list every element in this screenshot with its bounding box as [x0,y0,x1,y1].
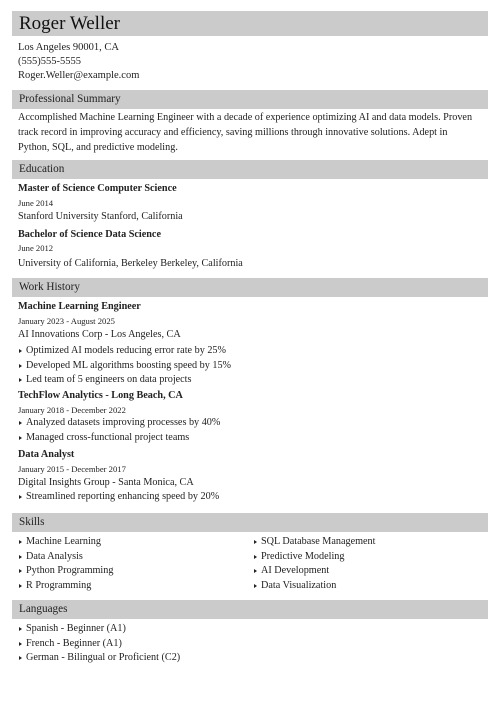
candidate-name: Roger Weller [19,13,121,34]
skill-item: SQL Database Management [253,535,375,550]
summary-text: Accomplished Machine Learning Engineer with a decade of experience optimizing AI and data models. Proven track record in improving accuracy and efficiency, saving millions through innovative solutions. Adept in Python, SQL, and predictive modeling. [18,112,473,153]
skill-item: R Programming [18,579,113,594]
section-title: Skills [19,516,45,528]
job-title: Machine Learning Engineer [18,301,141,312]
job-dates: January 2018 - December 2022 [18,405,126,415]
section-header-skills [12,513,488,532]
job-company: AI Innovations Corp - Los Angeles, CA [18,329,181,340]
job-bullets [18,416,220,445]
section-title: Languages [19,603,68,615]
education-school: Stanford University Stanford, California [18,211,183,222]
education-degree: Bachelor of Science Data Science [18,229,161,240]
job-title: Data Analyst [18,449,75,460]
language-item: German - Bilingual or Proficient (C2) [18,651,180,666]
list-item: Streamlined reporting enhancing speed by 20% [18,490,219,505]
skill-item: Machine Learning [18,535,113,550]
education-date: June 2012 [18,243,54,253]
skills-list-right [253,535,375,593]
section-title: Professional Summary [19,93,121,105]
contact-email: Roger.Weller@example.com [18,70,140,81]
job-bullets [18,490,219,505]
skill-item: Data Analysis [18,550,113,565]
section-header-summary [12,90,488,109]
contact-address: Los Angeles 90001, CA [18,42,119,53]
language-item: Spanish - Beginner (A1) [18,622,180,637]
skills-list-left [18,535,113,593]
section-header-work [12,278,488,297]
section-header-education [12,160,488,179]
education-date: June 2014 [18,198,54,208]
skill-item: Predictive Modeling [253,550,375,565]
list-item: Managed cross-functional project teams [18,431,220,446]
languages-list [18,622,180,666]
section-title: Education [19,163,65,175]
section-title: Work History [19,281,80,293]
skill-item: Python Programming [18,564,113,579]
job-dates: January 2023 - August 2025 [18,316,115,326]
language-item: French - Beginner (A1) [18,637,180,652]
contact-phone: (555)555-5555 [18,56,81,67]
education-degree: Master of Science Computer Science [18,183,177,194]
skill-item: AI Development [253,564,375,579]
list-item: Developed ML algorithms boosting speed by 15% [18,359,231,374]
job-title: TechFlow Analytics - Long Beach, CA [18,390,183,401]
job-bullets [18,344,231,388]
job-dates: January 2015 - December 2017 [18,464,126,474]
skill-item: Data Visualization [253,579,375,594]
section-header-languages [12,600,488,619]
list-item: Led team of 5 engineers on data projects [18,373,231,388]
list-item: Analyzed datasets improving processes by 40% [18,416,220,431]
job-company: Digital Insights Group - Santa Monica, CA [18,477,194,488]
list-item: Optimized AI models reducing error rate by 25% [18,344,231,359]
education-school: University of California, Berkeley Berkeley, California [18,258,243,269]
name-header [12,11,488,36]
